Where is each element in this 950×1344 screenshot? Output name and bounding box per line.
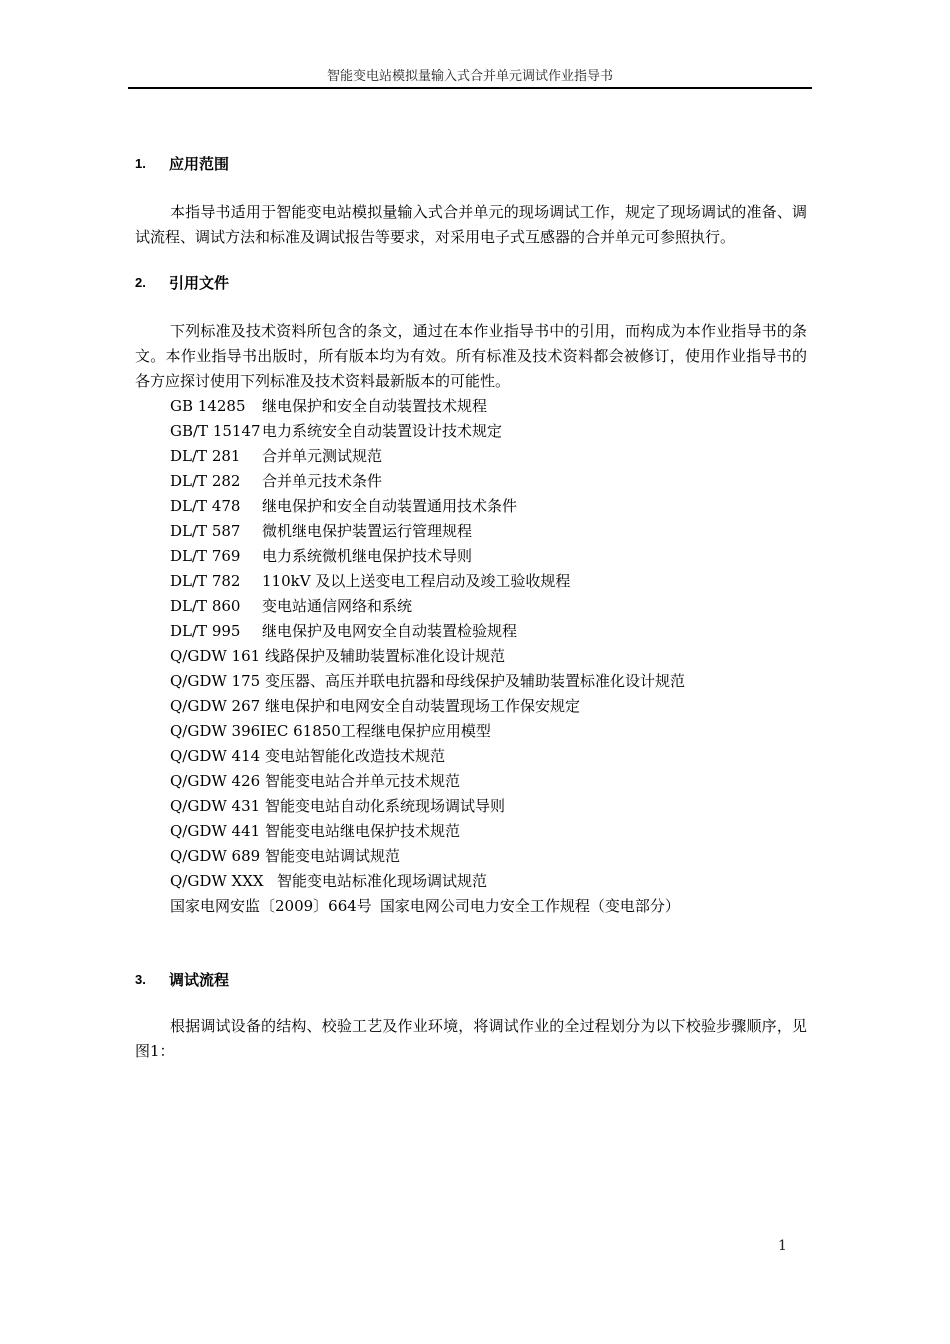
- reference-code: DL/T 587: [170, 522, 241, 540]
- reference-code: DL/T 478: [170, 497, 241, 515]
- reference-code: DL/T 782: [170, 572, 241, 590]
- reference-code: GB/T 15147: [170, 422, 261, 440]
- reference-code: Q/GDW 267: [170, 697, 261, 715]
- section-paragraph-process: 根据调试设备的结构、校验工艺及作业环境，将调试作业的全过程划分为以下校验步骤顺序，见图1：: [135, 1017, 807, 1060]
- reference-list: [135, 394, 815, 919]
- reference-title: 继电保护和电网安全自动装置现场工作保安规定: [265, 697, 581, 715]
- document-body: [135, 138, 815, 1064]
- reference-title: 继电保护和安全自动装置技术规程: [262, 397, 488, 415]
- reference-item: [170, 569, 815, 594]
- reference-code: Q/GDW 426: [170, 772, 261, 790]
- reference-title: 继电保护及电网安全自动装置检验规程: [262, 622, 518, 640]
- reference-code: 国家电网安监〔2009〕664号: [170, 897, 372, 915]
- reference-item: [170, 419, 815, 444]
- reference-title: 110kV 及以上送变电工程启动及竣工验收规程: [262, 572, 571, 590]
- reference-item: [170, 819, 815, 844]
- reference-item: [170, 519, 815, 544]
- reference-item: [170, 869, 815, 894]
- reference-item: [170, 644, 815, 669]
- section-heading-scope: [135, 150, 815, 178]
- reference-code: DL/T 995: [170, 622, 241, 640]
- reference-item: [170, 544, 815, 569]
- reference-item: [170, 769, 815, 794]
- reference-title: 智能变电站自动化系统现场调试导则: [265, 797, 506, 815]
- reference-code: GB 14285: [170, 397, 246, 415]
- section-title: 引用文件: [169, 274, 230, 292]
- reference-item: [170, 669, 815, 694]
- reference-item: [170, 794, 815, 819]
- section-paragraph-references: 下列标准及技术资料所包含的条文，通过在本作业指导书中的引用，而构成为本作业指导书的条文。本作业指导书出版时，所有版本均为有效。所有标准及技术资料都会被修订，使用作业指导书的各方应探讨使用下列标准及技术资料最新版本的可能性。: [135, 322, 807, 390]
- reference-title: 线路保护及辅助装置标准化设计规范: [265, 647, 506, 665]
- reference-code: Q/GDW 689: [170, 847, 261, 865]
- section-paragraph-scope: 本指导书适用于智能变电站模拟量输入式合并单元的现场调试工作，规定了现场调试的准备、调试流程、调试方法和标准及调试报告等要求，对采用电子式互感器的合并单元可参照执行。: [135, 203, 807, 246]
- reference-title: 继电保护和安全自动装置通用技术条件: [262, 497, 518, 515]
- section-heading-references: [135, 269, 815, 297]
- section-number: 1.: [135, 156, 146, 171]
- reference-item: [170, 744, 815, 769]
- reference-item: [170, 719, 815, 744]
- reference-code: Q/GDW 431: [170, 797, 261, 815]
- reference-code: Q/GDW 414: [170, 747, 261, 765]
- section-number: 3.: [135, 972, 146, 987]
- reference-title: 电力系统安全自动装置设计技术规定: [262, 422, 503, 440]
- reference-code: Q/GDW 441: [170, 822, 261, 840]
- running-header: 智能变电站模拟量输入式合并单元调试作业指导书: [326, 69, 613, 84]
- reference-code: Q/GDW 161: [170, 647, 261, 665]
- reference-title: 智能变电站调试规范: [265, 847, 401, 865]
- reference-item: [170, 444, 815, 469]
- reference-item: [170, 594, 815, 619]
- reference-item: [170, 469, 815, 494]
- reference-code: DL/T 769: [170, 547, 241, 565]
- reference-code: DL/T 860: [170, 597, 241, 615]
- reference-title: 国家电网公司电力安全工作规程（变电部分）: [379, 897, 680, 915]
- reference-title: 合并单元测试规范: [262, 447, 383, 465]
- reference-title: 电力系统微机继电保护技术导则: [262, 547, 473, 565]
- reference-title: 变电站通信网络和系统: [262, 597, 413, 615]
- reference-item: [170, 619, 815, 644]
- section-heading-process: [135, 966, 815, 994]
- reference-item: [170, 694, 815, 719]
- reference-title: 智能变电站合并单元技术规范: [265, 772, 461, 790]
- section-number: 2.: [135, 275, 146, 290]
- reference-code: Q/GDW 175: [170, 672, 261, 690]
- reference-code: DL/T 282: [170, 472, 241, 490]
- reference-item: [170, 494, 815, 519]
- reference-title: 智能变电站继电保护技术规范: [265, 822, 461, 840]
- reference-item: [170, 394, 815, 419]
- reference-title: 微机继电保护装置运行管理规程: [262, 522, 473, 540]
- page-number: 1: [778, 1238, 787, 1254]
- reference-title: 智能变电站标准化现场调试规范: [277, 872, 488, 890]
- reference-title: 合并单元技术条件: [262, 472, 383, 490]
- section-title: 应用范围: [169, 155, 230, 173]
- reference-code: Q/GDW XXX: [170, 872, 264, 890]
- reference-item: [170, 894, 815, 919]
- reference-title: 变电站智能化改造技术规范: [265, 747, 446, 765]
- reference-code: DL/T 281: [170, 447, 241, 465]
- reference-code: Q/GDW 396: [170, 722, 261, 740]
- reference-item: [170, 844, 815, 869]
- header-rule: [128, 87, 812, 89]
- reference-title: IEC 61850工程继电保护应用模型: [260, 722, 491, 740]
- section-title: 调试流程: [169, 971, 230, 989]
- reference-title: 变压器、高压并联电抗器和母线保护及辅助装置标准化设计规范: [265, 672, 686, 690]
